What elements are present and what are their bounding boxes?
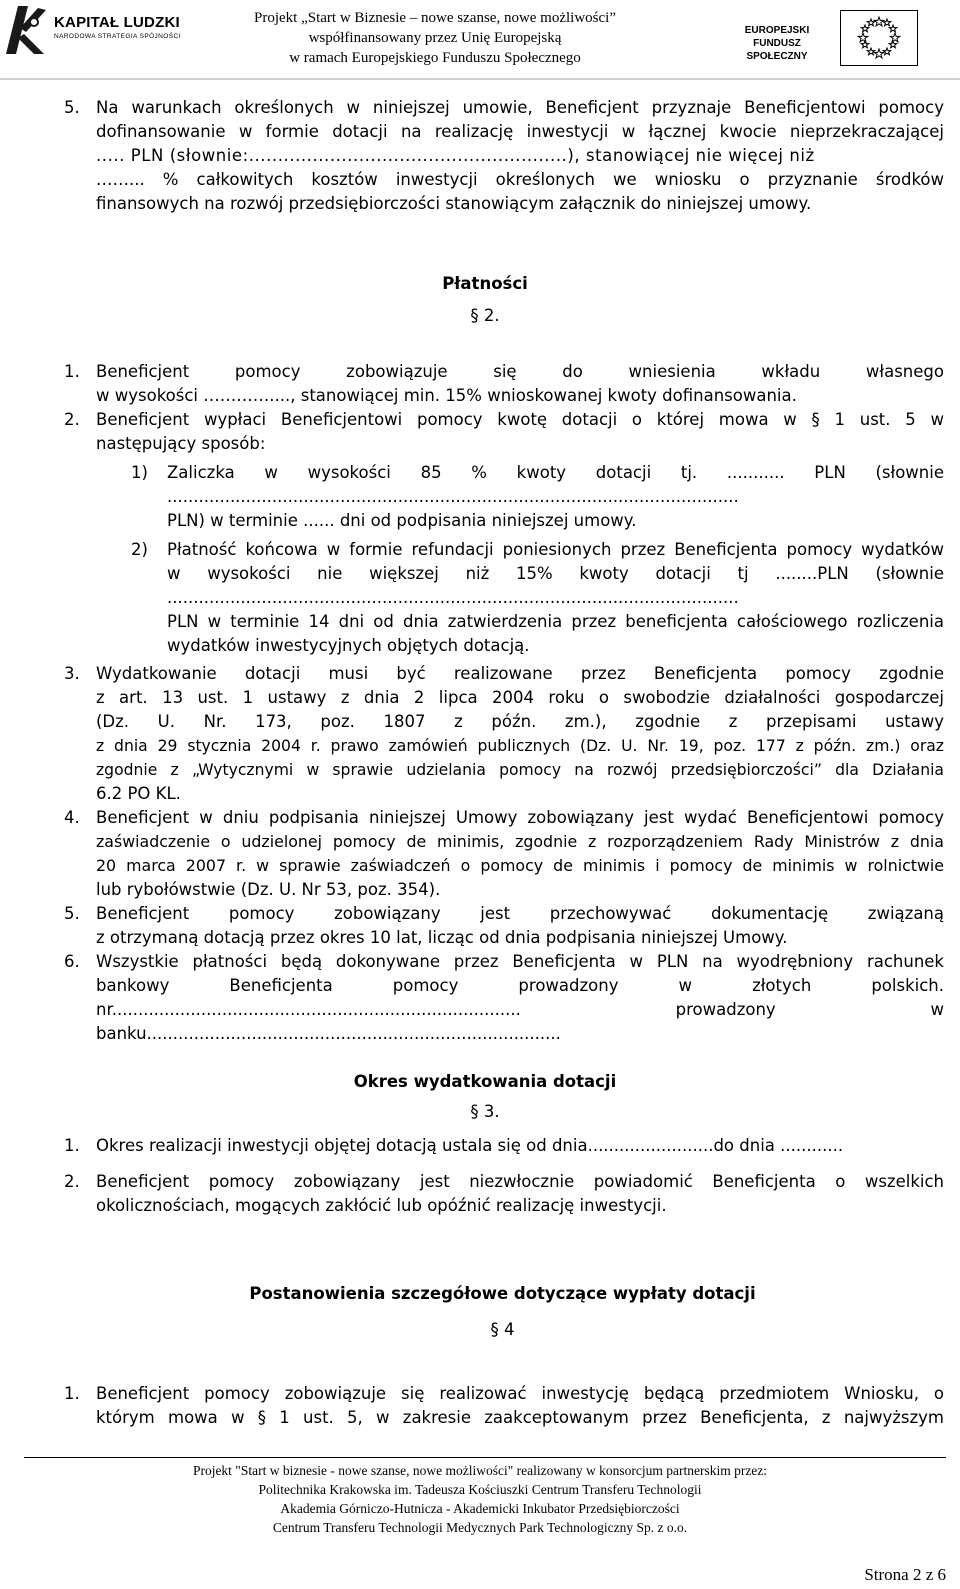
footer-line-3: Akademia Górniczo-Hutnicza - Akademicki Inkubator Przedsiębiorczości [280, 1501, 680, 1516]
s2-item-5-line-1: Beneficjent pomocy zobowiązany jest przechowywać dokumentację związaną [96, 904, 944, 923]
section-3-title: Okres wydatkowania dotacji [353, 1072, 617, 1091]
s2-item-6-line-3: nr.............................................................................. prowadzony w [96, 1000, 944, 1019]
intro-line-3: ..... PLN (słownie:.......................................................), stanowiącej nie więcej niż [96, 146, 815, 165]
section-2-title: Płatności [442, 274, 528, 293]
s2-item-4-line-3: 20 marca 2007 r. w sprawie zaświadczeń o pomocy de minimis i pomocy de minimis w rolnictwie [96, 856, 944, 875]
project-header [225, 8, 645, 68]
s2-item-4-line-4: lub rybołówstwie (Dz. U. Nr 53, poz. 354). [96, 880, 441, 899]
s2-item-5-line-2: z otrzymaną dotacją przez okres 10 lat, licząc od dnia podpisania niniejszej Umowy. [96, 928, 788, 947]
page-number: Strona 2 z 6 [864, 1565, 946, 1584]
s3-item-2-line-1: Beneficjent pomocy zobowiązany jest niezwłocznie powiadomić Beneficjenta o wszelkich [96, 1172, 944, 1191]
s4-item-1-line-1: Beneficjent pomocy zobowiązuje się realizować inwestycję będącą przedmiotem Wniosku, o [96, 1384, 944, 1403]
s2-subitem-2-line-5: wydatków inwestycyjnych objętych dotacją. [167, 636, 530, 655]
s2-item-6-line-2: bankowy Beneficjenta pomocy prowadzony w złotych polskich. [96, 976, 944, 995]
s3-item-1-line-1: Okres realizacji inwestycji objętej dotacją ustala się od dnia........................do dnia ............ [96, 1136, 844, 1155]
s2-item-3-line-4: z dnia 29 stycznia 2004 r. prawo zamówień publicznych (Dz. U. Nr. 19, poz. 177 z późn. zm.) oraz [96, 737, 944, 755]
s2-subitem-2-line-3: ............................................................................................................. [167, 588, 739, 607]
s2-item-1-line-2: w wysokości …………...., stanowiącej min. 15% wnioskowanej kwoty dofinansowania. [96, 386, 797, 405]
s2-item-5-number: 5. [64, 904, 80, 923]
s2-subitem-1-number: 1) [131, 463, 148, 482]
eu-flag-icon [840, 10, 918, 66]
project-line-2: współfinansowany przez Unię Europejską [308, 30, 562, 46]
logo-title: KAPITAŁ LUDZKI [54, 14, 180, 31]
kapital-ludzki-logo [4, 4, 184, 56]
footer-line-1: Projekt "Start w biznesie - nowe szanse, nowe możliwości" realizowany w konsorcjum partnerskim przez: [192, 1463, 768, 1478]
header-divider [0, 78, 960, 80]
s4-item-1-number: 1. [64, 1384, 80, 1403]
section-2-paragraph-sign: § 2. [470, 306, 500, 325]
s3-item-2-line-2: okolicznościach, mogących zakłócić lub opóźnić realizację inwestycji. [96, 1196, 667, 1215]
s2-item-2-line-2: następujący sposób: [96, 434, 266, 453]
s2-subitem-1-line-1: Zaliczka w wysokości 85 % kwoty dotacji tj. ........... PLN (słownie [167, 463, 944, 482]
logo-subtitle: NARODOWA STRATEGIA SPÓJNOŚCI [54, 33, 181, 40]
s2-item-6-number: 6. [64, 952, 80, 971]
page-footer [0, 1461, 960, 1537]
intro-line-5: finansowych na rozwój przedsiębiorczości stanowiącym załącznik do niniejszej umowy. [96, 194, 812, 213]
s2-item-3-line-6: 6.2 PO KL. [96, 784, 181, 803]
s2-item-1-number: 1. [64, 362, 80, 381]
s2-subitem-2-line-4: PLN w terminie 14 dni od dnia zatwierdzenia przez beneficjenta całościowego rozliczenia [167, 612, 944, 631]
s2-item-4-line-1: Beneficjent w dniu podpisania niniejszej Umowy zobowiązany jest wydać Beneficjentowi pomocy [96, 808, 944, 827]
intro-line-1: Na warunkach określonych w niniejszej umowie, Beneficjent przyznaje Beneficjentowi pomocy [96, 98, 944, 117]
eu-fund-label [722, 24, 832, 63]
s2-item-2-line-1: Beneficjent wypłaci Beneficjentowi pomocy kwotę dotacji o której mowa w § 1 ust. 5 w [96, 410, 944, 429]
eu-line-1: EUROPEJSKI [744, 25, 810, 36]
s2-subitem-2-number: 2) [131, 540, 148, 559]
s2-subitem-2-line-1: Płatność końcowa w formie refundacji poniesionych przez Beneficjenta pomocy wydatków [167, 540, 944, 559]
s3-item-2-number: 2. [64, 1172, 80, 1191]
footer-line-4: Centrum Transferu Technologii Medycznych Park Technologiczny Sp. z o.o. [272, 1520, 688, 1535]
s2-item-4-number: 4. [64, 808, 80, 827]
s2-subitem-2-line-2: w wysokości nie większej niż 15% kwoty dotacji tj ........PLN (słownie [167, 564, 944, 583]
s2-item-6-line-4: banku............................................................................... [96, 1024, 561, 1043]
section-4-title: Postanowienia szczegółowe dotyczące wypłaty dotacji [249, 1284, 756, 1303]
intro-line-4: ……... % całkowitych kosztów inwestycji określonych we wniosku o przyznanie środków [96, 170, 944, 189]
s2-item-3-line-2: z art. 13 ust. 1 ustawy z dnia 2 lipca 2004 roku o swobodzie działalności gospodarczej [96, 688, 944, 707]
s2-item-3-line-3: (Dz. U. Nr. 173, poz. 1807 z późn. zm.), zgodnie z przepisami ustawy [96, 712, 944, 731]
footer-divider [24, 1457, 946, 1458]
project-line-1: Projekt „Start w Biznesie – nowe szanse, nowe możliwości” [254, 10, 616, 26]
s2-item-3-number: 3. [64, 664, 80, 683]
section-3-paragraph-sign: § 3. [470, 1102, 500, 1121]
s2-subitem-1-line-3: PLN) w terminie ...... dni od podpisania niniejszej umowy. [167, 511, 637, 530]
s2-item-3-line-1: Wydatkowanie dotacji musi być realizowane przez Beneficjenta pomocy zgodnie [96, 664, 944, 683]
s2-item-1-line-1: Beneficjent pomocy zobowiązuje się do wniesienia wkładu własnego [96, 362, 944, 381]
intro-number: 5. [64, 98, 80, 117]
eu-line-2: FUNDUSZ SPOŁECZNY [746, 38, 808, 62]
footer-line-2: Politechnika Krakowska im. Tadeusza Kościuszki Centrum Transferu Technologii [258, 1482, 702, 1497]
s2-subitem-1-line-2: ............................................................................................................. [167, 487, 739, 506]
intro-line-2: dofinansowanie w formie dotacji na realizację inwestycji w łącznej kwocie nieprzekraczającej [96, 122, 944, 141]
s2-item-2-number: 2. [64, 410, 80, 429]
s4-item-1-line-2: którym mowa w § 1 ust. 5, w zakresie zaakceptowanym przez Beneficjenta, z najwyższym [96, 1408, 944, 1427]
project-line-3: w ramach Europejskiego Funduszu Społecznego [289, 50, 581, 66]
s2-item-6-line-1: Wszystkie płatności będą dokonywane przez Beneficjenta w PLN na wyodrębniony rachunek [96, 952, 944, 971]
kapital-ludzki-emblem-icon [4, 4, 48, 56]
page-header [0, 0, 960, 80]
s2-item-3-line-5: zgodnie z „Wytycznymi w sprawie udzielania pomocy na rozwój przedsiębiorczości” dla Działania [96, 761, 944, 779]
section-4-paragraph-sign: § 4 [490, 1320, 515, 1339]
s3-item-1-number: 1. [64, 1136, 80, 1155]
s2-item-4-line-2: zaświadczenie o udzielonej pomocy de minimis, zgodnie z rozporządzeniem Rady Ministrów z dnia [96, 832, 944, 851]
